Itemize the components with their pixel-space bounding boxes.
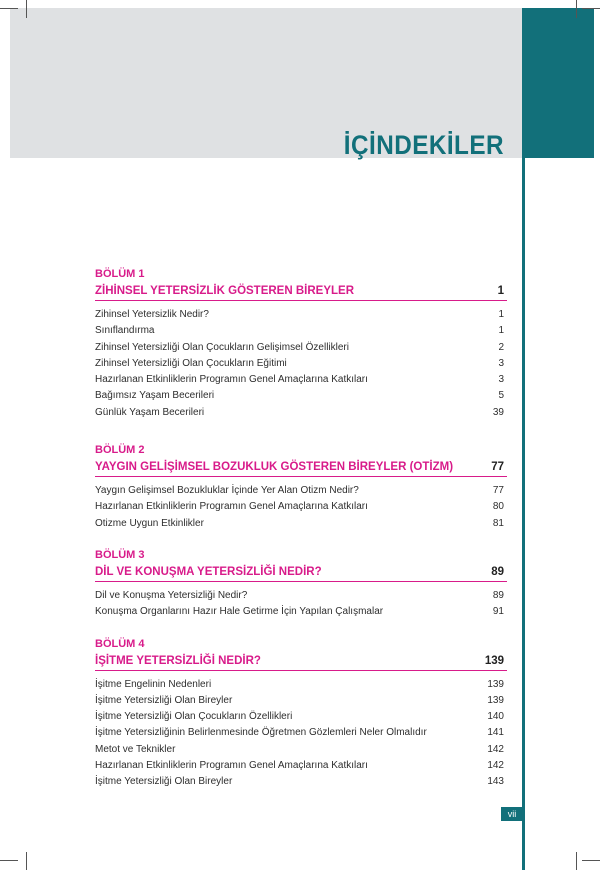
toc-entry[interactable]	[95, 588, 507, 604]
chapter-page-number: 1	[497, 285, 504, 297]
toc-entry-page: 80	[492, 501, 504, 513]
toc-entry-page: 5	[498, 390, 504, 402]
chapter-page-number: 89	[491, 565, 504, 578]
toc-entry-title: İşitme Yetersizliği Olan Bireyler	[95, 776, 233, 788]
toc-entry-page: 142	[487, 743, 504, 755]
toc-entry[interactable]	[95, 604, 507, 620]
toc-entry[interactable]	[95, 677, 507, 693]
toc-entry-title: Hazırlanan Etkinliklerin Programın Genel Amaçlarına Katkıları	[95, 374, 368, 386]
toc-section	[95, 443, 507, 532]
toc-section	[95, 637, 507, 791]
chapter-label: BÖLÜM 2	[95, 444, 145, 457]
page-title: İÇİNDEKİLER	[343, 130, 504, 160]
toc-entry-page: 139	[487, 678, 504, 690]
toc-section	[95, 548, 507, 621]
chapter-label: BÖLÜM 1	[95, 268, 145, 280]
toc-entry-page: 89	[492, 589, 504, 601]
toc-entry[interactable]	[95, 499, 507, 515]
crop-mark	[582, 8, 600, 9]
chapter-label: BÖLÜM 4	[95, 637, 145, 650]
toc-entry-page: 1	[498, 309, 504, 320]
toc-entry[interactable]	[95, 307, 507, 323]
toc-entry-page: 39	[492, 406, 504, 418]
toc-entry[interactable]	[95, 356, 507, 372]
toc-entry-page: 143	[487, 776, 504, 788]
toc-entry-page: 139	[487, 694, 504, 706]
toc-entry-page: 2	[498, 341, 504, 353]
chapter-title: İŞİTME YETERSİZLİĞİ NEDİR?	[95, 654, 261, 667]
crop-mark	[582, 860, 600, 861]
toc-entry-page: 3	[498, 357, 504, 369]
toc-entry-title: Sınıflandırma	[95, 325, 155, 337]
toc-entry-title: Dil ve Konuşma Yetersizliği Nedir?	[95, 589, 248, 601]
toc-entry-page: 81	[492, 517, 504, 529]
header-teal-block	[522, 8, 594, 158]
chapter-heading-row[interactable]	[95, 284, 507, 301]
chapter-page-number: 77	[491, 461, 504, 474]
toc-entry-page: 1	[498, 325, 504, 337]
crop-mark	[26, 852, 27, 870]
toc-entry-title: Zihinsel Yetersizlik Nedir?	[95, 309, 209, 320]
toc-entry[interactable]	[95, 388, 507, 404]
toc-entry[interactable]	[95, 405, 507, 421]
chapter-page-number: 139	[484, 654, 504, 667]
toc-entry[interactable]	[95, 693, 507, 709]
toc-entry-title: Konuşma Organlarını Hazır Hale Getirme İçin Yapılan Çalışmalar	[95, 606, 384, 618]
toc-entry-title: Metot ve Teknikler	[95, 743, 176, 755]
toc-entry[interactable]	[95, 709, 507, 725]
crop-mark	[0, 860, 18, 861]
toc-entry-title: Günlük Yaşam Becerileri	[95, 406, 205, 418]
crop-mark	[576, 0, 577, 18]
chapter-title: YAYGIN GELİŞİMSEL BOZUKLUK GÖSTEREN BİREYLER (OTİZM)	[95, 461, 454, 474]
crop-mark	[576, 852, 577, 870]
toc-entry[interactable]	[95, 340, 507, 356]
toc-entry-title: Bağımsız Yaşam Becerileri	[95, 390, 215, 402]
chapter-heading-row[interactable]	[95, 565, 507, 582]
crop-mark	[26, 0, 27, 18]
chapter-title: ZİHİNSEL YETERSİZLİK GÖSTEREN BİREYLER	[95, 285, 354, 297]
chapter-title: DİL VE KONUŞMA YETERSİZLİĞİ NEDİR?	[95, 565, 322, 578]
chapter-heading-row[interactable]	[95, 654, 507, 671]
toc-entry[interactable]	[95, 516, 507, 532]
toc-entry-page: 91	[492, 606, 504, 618]
toc-entry[interactable]	[95, 774, 507, 790]
toc-entry-page: 140	[487, 711, 504, 723]
toc-entry[interactable]	[95, 758, 507, 774]
toc-entry[interactable]	[95, 725, 507, 741]
table-of-contents	[95, 267, 507, 807]
toc-entry-page: 142	[487, 760, 504, 772]
page-number-badge: vii	[501, 807, 523, 821]
chapter-heading-row[interactable]	[95, 460, 507, 477]
toc-entry-page: 141	[487, 727, 504, 739]
toc-entry-page: 77	[492, 485, 504, 497]
toc-entry-title: Yaygın Gelişimsel Bozukluklar İçinde Yer Alan Otizm Nedir?	[95, 485, 359, 497]
toc-entry-title: İşitme Yetersizliği Olan Çocukların Özellikleri	[95, 711, 293, 723]
toc-entry[interactable]	[95, 323, 507, 339]
toc-entry-title: Zihinsel Yetersizliği Olan Çocukların Eğitimi	[95, 357, 287, 369]
toc-entry-title: İşitme Engelinin Nedenleri	[95, 678, 212, 690]
vertical-teal-rule	[522, 158, 525, 870]
toc-entry[interactable]	[95, 742, 507, 758]
toc-entry-title: Hazırlanan Etkinliklerin Programın Genel Amaçlarına Katkıları	[95, 760, 368, 772]
toc-entry-title: Zihinsel Yetersizliği Olan Çocukların Gelişimsel Özellikleri	[95, 341, 349, 353]
crop-mark	[0, 8, 18, 9]
toc-entry[interactable]	[95, 372, 507, 388]
chapter-label: BÖLÜM 3	[95, 548, 145, 561]
toc-section	[95, 267, 507, 421]
toc-entry-title: Hazırlanan Etkinliklerin Programın Genel Amaçlarına Katkıları	[95, 501, 368, 513]
toc-entry-title: Otizme Uygun Etkinlikler	[95, 517, 204, 529]
toc-entry-page: 3	[498, 374, 504, 386]
toc-entry-title: İşitme Yetersizliğinin Belirlenmesinde Öğretmen Gözlemleri Neler Olmalıdır	[95, 727, 427, 739]
toc-entry-title: İşitme Yetersizliği Olan Bireyler	[95, 694, 233, 706]
toc-entry[interactable]	[95, 483, 507, 499]
